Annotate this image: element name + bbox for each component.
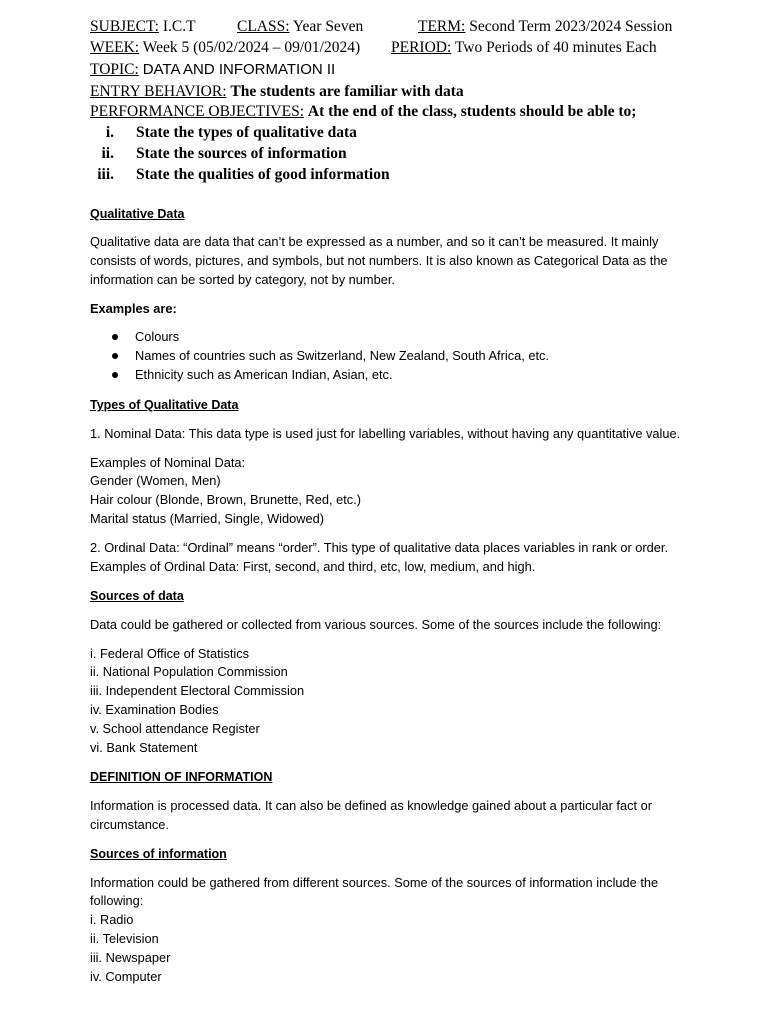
week-line xyxy=(90,38,360,58)
source-item: iii. Independent Electoral Commission xyxy=(90,683,305,698)
information-source-item: i. Radio xyxy=(90,912,134,927)
term-label: TERM: xyxy=(418,18,466,35)
bullet-icon xyxy=(112,334,118,340)
class-line xyxy=(237,17,363,37)
qualitative-data-heading: Qualitative Data xyxy=(90,207,185,221)
performance-objectives-value: At the end of the class, students should be able to; xyxy=(307,103,637,120)
qualitative-paragraph-line: consists of words, pictures, and symbols, but not numbers. It is also known as Categorical Data as the xyxy=(90,253,668,268)
topic-label: TOPIC: xyxy=(90,61,139,78)
nominal-example-line: Gender (Women, Men) xyxy=(90,473,221,488)
objective-text: State the types of qualitative data xyxy=(136,124,357,141)
entry-behavior-line xyxy=(90,82,464,102)
topic-value: DATA AND INFORMATION II xyxy=(142,61,336,78)
qualitative-paragraph-line: information can be sorted by category, not by number. xyxy=(90,272,395,287)
term-line xyxy=(418,17,672,37)
performance-objectives-line xyxy=(90,102,636,122)
objective-number: i. xyxy=(105,124,114,141)
sources-of-information-heading: Sources of information xyxy=(90,847,227,861)
objective-item xyxy=(90,165,390,185)
source-item: vi. Bank Statement xyxy=(90,740,198,755)
example-item: Colours xyxy=(135,329,180,344)
definition-line: Information is processed data. It can also be defined as knowledge gained about a particular fact or xyxy=(90,798,652,813)
objective-number: ii. xyxy=(101,145,114,162)
period-value: Two Periods of 40 minutes Each xyxy=(454,39,657,56)
source-item: v. School attendance Register xyxy=(90,721,260,736)
information-source-item: iii. Newspaper xyxy=(90,950,171,965)
topic-line xyxy=(90,60,335,80)
objective-text: State the sources of information xyxy=(136,145,347,162)
bullet-icon xyxy=(112,372,118,378)
class-label: CLASS: xyxy=(237,18,290,35)
sources-of-information-intro: Information could be gathered from different sources. Some of the sources of information include the xyxy=(90,875,659,890)
information-source-item: iv. Computer xyxy=(90,969,162,984)
qualitative-paragraph-line: Qualitative data are data that can’t be expressed as a number, and so it can’t be measured. It mainly xyxy=(90,234,659,249)
entry-behavior-label: ENTRY BEHAVIOR: xyxy=(90,83,227,100)
example-item: Names of countries such as Switzerland, New Zealand, South Africa, etc. xyxy=(135,348,549,363)
subject-line xyxy=(90,17,196,37)
sources-of-information-intro: following: xyxy=(90,893,144,908)
bullet-icon xyxy=(112,353,118,359)
source-item: ii. National Population Commission xyxy=(90,664,288,679)
ordinal-data-line: Examples of Ordinal Data: First, second, and third, etc, low, medium, and high. xyxy=(90,559,536,574)
nominal-example-line: Hair colour (Blonde, Brown, Brunette, Red, etc.) xyxy=(90,492,361,507)
objective-item xyxy=(90,123,357,143)
source-item: iv. Examination Bodies xyxy=(90,702,219,717)
nominal-example-line: Examples of Nominal Data: xyxy=(90,455,246,470)
definition-line: circumstance. xyxy=(90,817,169,832)
ordinal-data-line: 2. Ordinal Data: “Ordinal” means “order”. This type of qualitative data places variables in rank or order. xyxy=(90,540,669,555)
examples-label: Examples are: xyxy=(90,301,177,316)
information-source-item: ii. Television xyxy=(90,931,159,946)
source-item: i. Federal Office of Statistics xyxy=(90,646,250,661)
week-label: WEEK: xyxy=(90,39,140,56)
types-heading: Types of Qualitative Data xyxy=(90,398,239,412)
objective-item xyxy=(90,144,347,164)
sources-of-data-heading: Sources of data xyxy=(90,589,184,603)
period-line xyxy=(391,38,657,58)
week-value: Week 5 (05/02/2024 – 09/01/2024) xyxy=(142,39,361,56)
objective-text: State the qualities of good information xyxy=(136,166,390,183)
subject-label: SUBJECT: xyxy=(90,18,159,35)
term-value: Second Term 2023/2024 Session xyxy=(469,18,673,35)
entry-behavior-value: The students are familiar with data xyxy=(230,83,464,100)
class-value: Year Seven xyxy=(292,18,364,35)
performance-objectives-label: PERFORMANCE OBJECTIVES: xyxy=(90,103,305,120)
nominal-example-line: Marital status (Married, Single, Widowed) xyxy=(90,511,324,526)
period-label: PERIOD: xyxy=(391,39,452,56)
example-item: Ethnicity such as American Indian, Asian, etc. xyxy=(135,367,393,382)
nominal-data-line: 1. Nominal Data: This data type is used just for labelling variables, without having any quantitative value. xyxy=(90,426,681,441)
subject-value: I.C.T xyxy=(162,18,196,35)
sources-of-data-intro: Data could be gathered or collected from various sources. Some of the sources include the following: xyxy=(90,617,662,632)
definition-heading: DEFINITION OF INFORMATION xyxy=(90,770,273,784)
objective-number: iii. xyxy=(97,166,114,183)
